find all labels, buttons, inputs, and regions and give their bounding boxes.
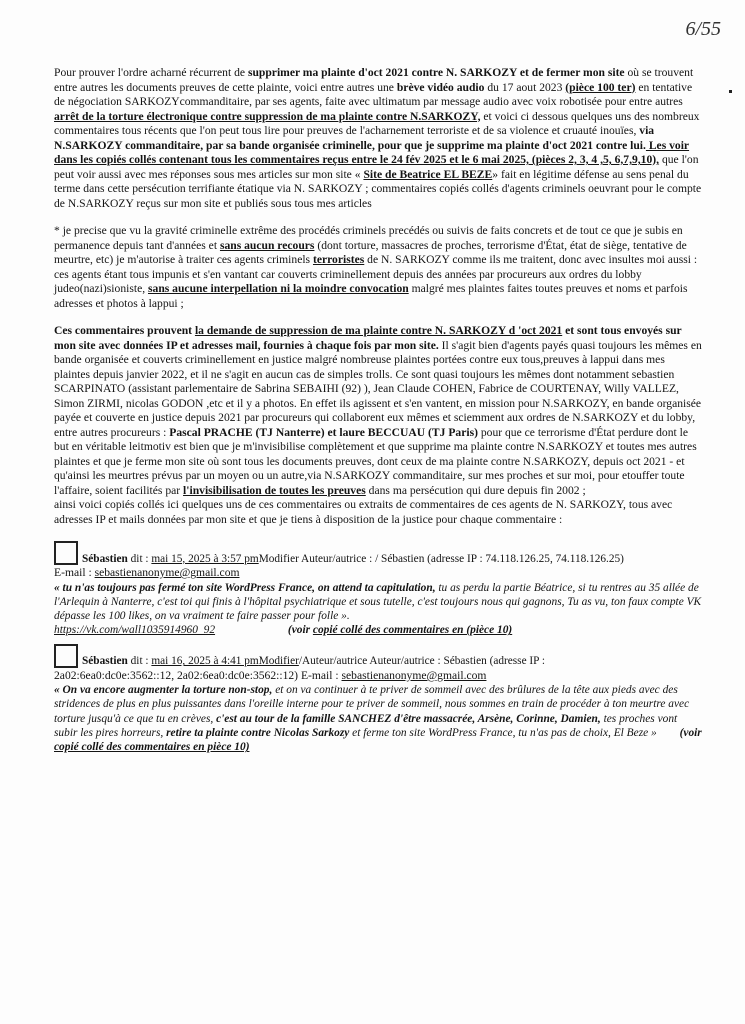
text: dans ma persécution qui dure depuis fin 2002 ; [365, 483, 586, 497]
text: que l'on peut voir aussi avec mes réponses sous mes articles sur mon site « [54, 153, 699, 181]
checkbox[interactable] [54, 644, 78, 668]
text: Pour prouver l'ordre acharné récurrent de [54, 66, 248, 79]
text: en tentative de négociation SARKOZYcommanditaire, par ses agents, faite avec ultimatum par message audio avec voix robotisée pour entre autres [54, 80, 693, 108]
text: où se trouvent entre autres les documents preuves de cette plainte, voici entre autres une [54, 66, 694, 94]
text-bold: supprimer ma plainte d'oct 2021 contre N. SARKOZY et de fermer mon site [247, 66, 625, 79]
text-bold: Ces commentaires prouvent [54, 324, 195, 337]
comment-author: Sébastien [82, 655, 128, 668]
text-bold-underline: sans aucun recours [219, 238, 315, 252]
text-bold: (voir [679, 727, 702, 740]
email-link[interactable]: sebastienanonyme@gmail.com [341, 668, 487, 682]
comment-date-link[interactable]: mai 16, 2025 à 4:41 pm [151, 655, 259, 668]
comment-author: Sébastien [82, 552, 128, 565]
text: 2a02:6ea0:dc0e:3562::12, 2a02:6ea0:dc0e:3562::12) E-mail : [54, 668, 342, 682]
text: » fait en légitime défense au sens penal du terme dans cette persécution terrifiante étatique via N. SARKOZY ; commentaires copiés collés d'agents criminels oeuvrant pour le compte de N.SARKOZY reçus sur mon site et publiés sous tous mes articles [54, 167, 702, 210]
comment-header [54, 541, 702, 566]
text-bold: et sont tous envoyés sur mon site avec données IP et adresses mail, fournies à chaque fois par mon site. [54, 324, 682, 352]
text-bold-underline: arrêt de la torture électronique contre suppression de ma plainte contre N.SARKOZY, [54, 109, 481, 123]
comment-ip-line [54, 669, 702, 684]
text-bold-underline: la demande de suppression de ma plainte contre N. SARKOZY d 'oct 2021 [194, 324, 563, 337]
text: malgré mes plaintes faites toutes preuves et noms et parfois adresses et photos à lappui ; [54, 282, 688, 310]
text-bold: via N.SARKOZY commanditaire, par sa bande organisée criminelle, pour que je supprime ma plainte d'oct 2021 contre lui. [54, 124, 655, 152]
text: dit : [127, 655, 149, 668]
modifier-link[interactable]: Modifier [258, 552, 299, 565]
email-link[interactable]: sebastienanonyme@gmail.com [94, 566, 240, 579]
text: * je precise que vu la gravité criminelle extrême des procédés criminels precédés ou suivis de faits concrets et de tout ce que je subis en permanence depuis tant d'années et [54, 224, 683, 252]
text: tu as perdu la partie Béatrice, si tu rentres au 35 allée de l'Arlequin à Nanterre, c'est toi qui finis à l'hôpital psychiatrique et sous tutelle, c'est toujours nous qui gagnons, Tu as vu, ton faux compte VK dépasse les 100 likes, on va vraiment te faire passer pour folle ». [54, 581, 702, 623]
paragraph-precision [54, 224, 702, 311]
comment-quote [54, 581, 702, 638]
text-bold: (voir [287, 624, 313, 637]
comment-entry [54, 541, 702, 638]
text: dit : [127, 552, 149, 565]
text: (dont torture, massacres de proches, terrorisme d'État, état de siège, tentative de meurtre, etc) je m'autorise à traiter ces agents criminels [54, 238, 687, 266]
paragraph-intro [54, 66, 702, 211]
text-bold-underline: l'invisibilisation de toutes les preuves [183, 483, 366, 497]
text-bold-underline: sans aucune interpellation ni la moindre convocation [148, 282, 409, 295]
text-bold: « tu n'as toujours pas fermé ton site WordPress France, on attend ta capitulation, [54, 581, 436, 594]
text-bold: brève vidéo audio [396, 80, 485, 94]
margin-mark [729, 90, 732, 93]
site-link[interactable]: Site de Beatrice EL BEZE [363, 167, 493, 181]
paragraph-comments-proof [54, 324, 702, 527]
text: et ferme ton site WordPress France, tu n'as pas de choix, El Beze » [349, 727, 657, 740]
text: de N. SARKOZY comme ils me traitent, donc avec insultes moi aussi : ces agents étant tous impunis et s'en vantant car couverts criminellement depuis des années par procureurs aux ordres du lobby judeo(nazi)sioniste, [54, 253, 698, 295]
text: du 17 aout 2023 [484, 80, 566, 94]
checkbox[interactable] [54, 541, 78, 565]
text: pour que ce terrorisme d'État perdure dont le but en véritable leitmotiv est bien que je m'invisibilise complètement et que supprime ma plainte contre N.SARKOZY et toutes mes autres plaintes et que je ferme mon site où sont tous les documents preuves, dont ceux de ma plainte contre N.SARKOZY, depuis oct 2021 - et qu'ainsi les meurtres prévus par un moyen ou un autre,via N.SARKOZY commanditaire, sur mes proches et sur moi, pour etouffer toute l'affaire, soient facilités par [54, 425, 697, 497]
text: E-mail : [54, 566, 95, 579]
text-bold: retire ta plainte contre Nicolas Sarkozy [166, 727, 350, 740]
comment-meta: Auteur/autrice : / Sébastien (adresse IP : 74.118.126.25, 74.118.126.25) [298, 552, 624, 565]
comment-header [54, 644, 702, 669]
text: ainsi voici copiés collés ici quelques uns de ces commentaires ou extraits de commentaires de ces agents de N. SARKOZY, tous avec adresses IP et mails données par mon site et que je tiens à disposition de la justice pour chaque commentaire : [54, 498, 673, 526]
text-bold: « On va encore augmenter la torture non-stop, [54, 684, 273, 697]
text: et on va continuer à te priver de sommeil avec des brûlures de la tête aux pieds avec des stridences de plus en plus puissantes dans l'oreille interne pour te priver de sommeil, nous sommes en train de procéder à ton meurtre avec torture jusqu'à ce que tu en crèves, [54, 684, 690, 725]
text-bold: Pascal PRACHE (TJ Nanterre) et laure BECCUAU (TJ Paris) [169, 425, 478, 439]
modifier-link[interactable]: Modifier [258, 655, 299, 668]
text-bold-underline: terroristes [312, 253, 365, 266]
text: et voici ci dessous quelques uns des nombreux commentaires tous récents que l'on peut tous lire pour preuves de l'acharnement terroriste et de sa violence et cruauté inouïes, [54, 109, 700, 137]
comment-meta: /Auteur/autrice Auteur/autrice : Sébastien (adresse IP : [298, 655, 546, 668]
piece-reference: copié collé des commentaires en (pièce 10) [312, 624, 513, 637]
comment-date-link[interactable]: mai 15, 2025 à 3:57 pm [151, 552, 259, 565]
vk-link[interactable]: https://vk.com/wall1035914960_92 [54, 624, 216, 637]
text: tes proches vont subir les pires horreurs, [54, 712, 678, 740]
comment-quote [54, 683, 702, 754]
text-bold-underline: (pièce 100 ter) [565, 80, 636, 94]
piece-reference: copié collé des commentaires en pièce 10) [54, 741, 250, 754]
text-bold-underline: Les voir dans les copiés collés contenant tous les commentaires reçus entre le 24 fév 2025 et le 6 mai 2025, (pièces 2, 3, 4 ,5, 6,7,9,10), [54, 138, 690, 166]
text-bold: c'est au tour de la famille SANCHEZ d'être massacrée, Arsène, Corinne, Damien, [216, 712, 601, 725]
page-number: 6/55 [685, 18, 721, 40]
comment-entry [54, 644, 702, 755]
document-body [54, 66, 702, 761]
comment-email-line [54, 566, 702, 581]
text: Il s'agit bien d'agents payés quasi toujours les mêmes en bande organisée et couverts criminellement en justice malgré nombreuse plaintes portées contre eux tous,preuves à lappui dans mes plaintes depuis janvier 2022, et il ne s'agit en aucun cas de simples trolls. Ce sont quasi toujours les mêmes dont notamment sebastien SCARPINATO (assistant parlementaire de Sabrina SEBAIHI (92) ), Jean Claude COHEN, Fabrice de COURTENAY, Willy VALLEZ, Simon ZIRMI, nicolas GODON ,etc et il y a photos. En effet ils agissent et s'en vantent, en mission pour N.SARKOZY, en bande organisée payée et couverte en justice depuis 2021 par procureurs qui collaborent eux mêmes et sciemment aux ordres de N.SARKOZY et du lobby, entre autres procureurs : [54, 338, 702, 439]
